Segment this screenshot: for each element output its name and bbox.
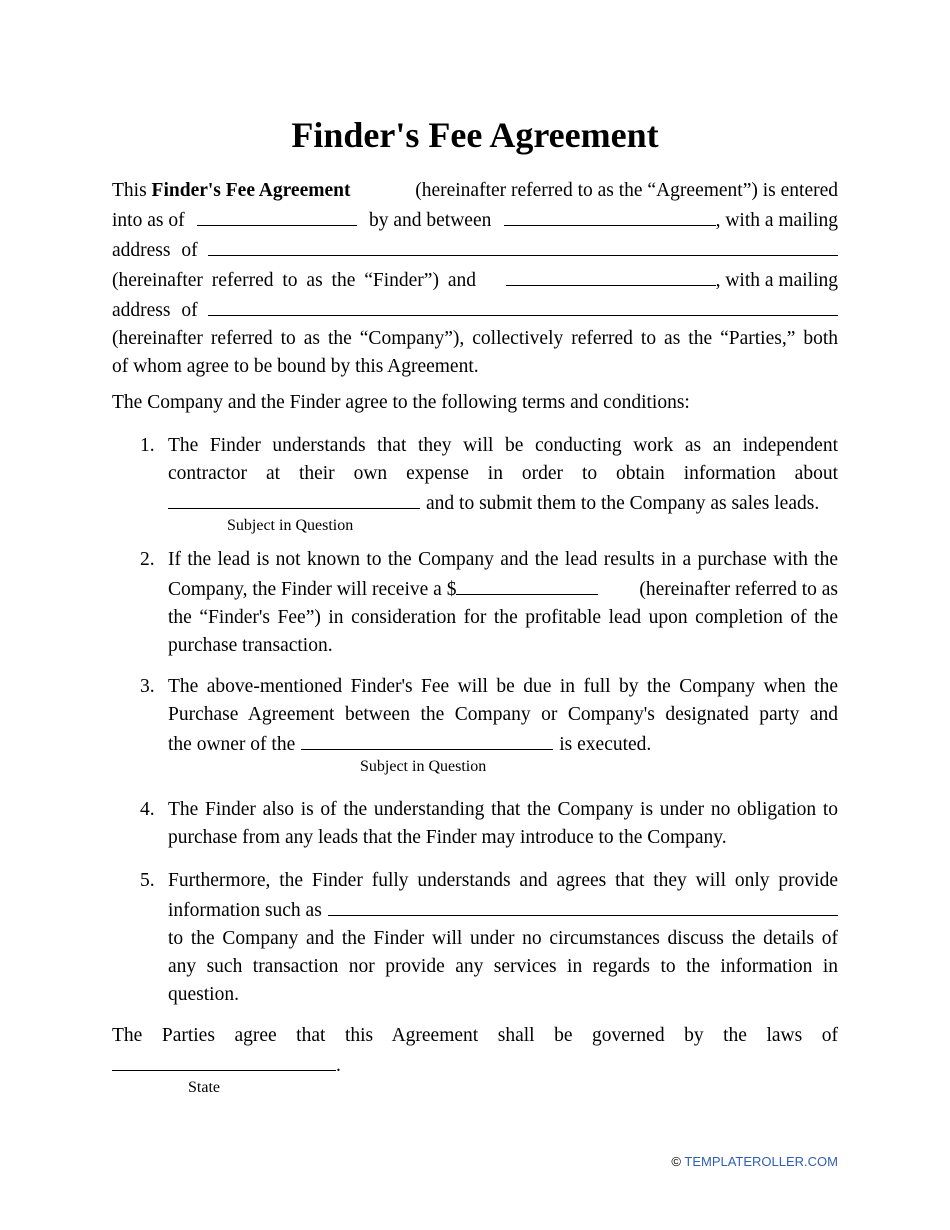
item-3-line-3 [168,729,838,759]
intro-this: This [112,180,147,201]
subject-blank-2[interactable] [301,729,553,750]
item-4-line-2: purchase from any leads that the Finder may introduce to the Company. [168,827,727,848]
company-ref-line: (hereinafter referred to as the “Company”), collectively referred to as the “Parties,” both [112,328,838,349]
item-5-line-4: any such transaction nor provide any services in regards to the information in [168,956,838,977]
with-mailing-label-2: , with a mailing [715,270,838,291]
item-number: 4. [140,799,155,820]
company-name-blank[interactable] [506,265,716,286]
item-5-line-1: Furthermore, the Finder fully understands and agrees that they will only provide [168,870,838,891]
state-caption: State [188,1079,220,1096]
item-5-line-5: question. [168,984,239,1005]
item-2-line-4: purchase transaction. [168,635,333,656]
item-text [168,796,838,852]
finder-ref-label: (hereinafter referred to as the “Finder”) and [112,270,476,291]
item-2-line-2-after: (hereinafter referred to as [639,579,838,600]
item-text [168,867,838,1009]
item-number: 5. [140,870,155,891]
by-and-between-label: by and between [368,210,492,231]
list-item-4 [112,796,838,852]
subject-blank-1[interactable] [168,488,420,509]
subject-caption-1: Subject in Question [227,517,354,534]
item-1-line-3-text: and to submit them to the Company as sales leads. [426,493,820,514]
into-as-of-label: into as of [112,210,185,231]
item-3-line-2: Purchase Agreement between the Company or Company's designated party and [168,704,838,725]
intro-line-4 [112,265,838,295]
item-2-line-2-text: Company, the Finder will receive a $ [168,579,457,600]
item-number: 2. [140,549,155,570]
intro-line1-rest: (hereinafter referred to as the “Agreement”) is entered [415,180,838,201]
list-item-1 [112,432,838,542]
item-3-line-1: The above-mentioned Finder's Fee will be due in full by the Company when the [168,676,838,697]
item-2-line-2 [168,574,838,604]
item-3-line-3-after: is executed. [559,734,652,755]
with-mailing-label-1: , with a mailing [715,210,838,231]
item-2-line-3: the “Finder's Fee”) in consideration for the profitable lead upon completion of the [168,607,838,628]
governing-law-end: . [336,1055,341,1076]
item-4-line-1: The Finder also is of the understanding that the Company is under no obligation to [168,799,838,820]
governing-law-line-2 [112,1050,838,1080]
item-5-line-2 [168,895,838,925]
governing-law-line: The Parties agree that this Agreement shall be governed by the laws of [112,1025,838,1046]
item-5-line-2-text: information such as [168,900,322,921]
agreement-name: Finder's Fee Agreement [151,180,351,201]
item-5-line-3: to the Company and the Finder will under no circumstances discuss the details of [168,928,838,949]
company-address-blank[interactable] [208,295,838,316]
fee-amount-blank[interactable] [456,574,598,595]
intro-line-5 [112,295,838,325]
state-blank[interactable] [112,1050,336,1071]
item-1-line-2: contractor at their own expense in order to obtain information about [168,463,838,484]
agree-bound-line: of whom agree to be bound by this Agreement. [112,356,479,377]
date-blank[interactable] [197,205,357,226]
item-1-line-1: The Finder understands that they will be conducting work as an independent [168,435,838,456]
intro-paragraph [112,177,838,381]
intro-line-1 [112,177,838,205]
intro-line-3 [112,235,838,265]
list-item-5 [112,867,838,1007]
item-1-line-3 [168,488,838,518]
item-number: 3. [140,676,155,697]
information-blank[interactable] [328,895,838,916]
templateroller-link[interactable] [671,1153,838,1171]
item-text [168,432,838,518]
item-text [168,673,838,759]
intro-line-2 [112,205,838,235]
footer-brand: TEMPLATEROLLER.COM [684,1154,838,1169]
subject-caption-2: Subject in Question [360,758,487,775]
item-text [168,546,838,660]
item-2-line-1: If the lead is not known to the Company and the lead results in a purchase with the [168,549,838,570]
copyright-symbol: © [671,1154,681,1169]
finder-address-blank[interactable] [208,235,838,256]
address-of-label-2: address of [112,300,198,321]
address-of-label-1: address of [112,240,198,261]
governing-law-paragraph [112,1022,838,1080]
item-3-line-3-text: the owner of the [168,734,296,755]
finder-name-blank[interactable] [504,205,716,226]
list-item-2 [112,546,838,658]
terms-intro: The Company and the Finder agree to the following terms and conditions: [112,392,690,413]
item-number: 1. [140,435,155,456]
document-title: Finder's Fee Agreement [291,115,659,155]
